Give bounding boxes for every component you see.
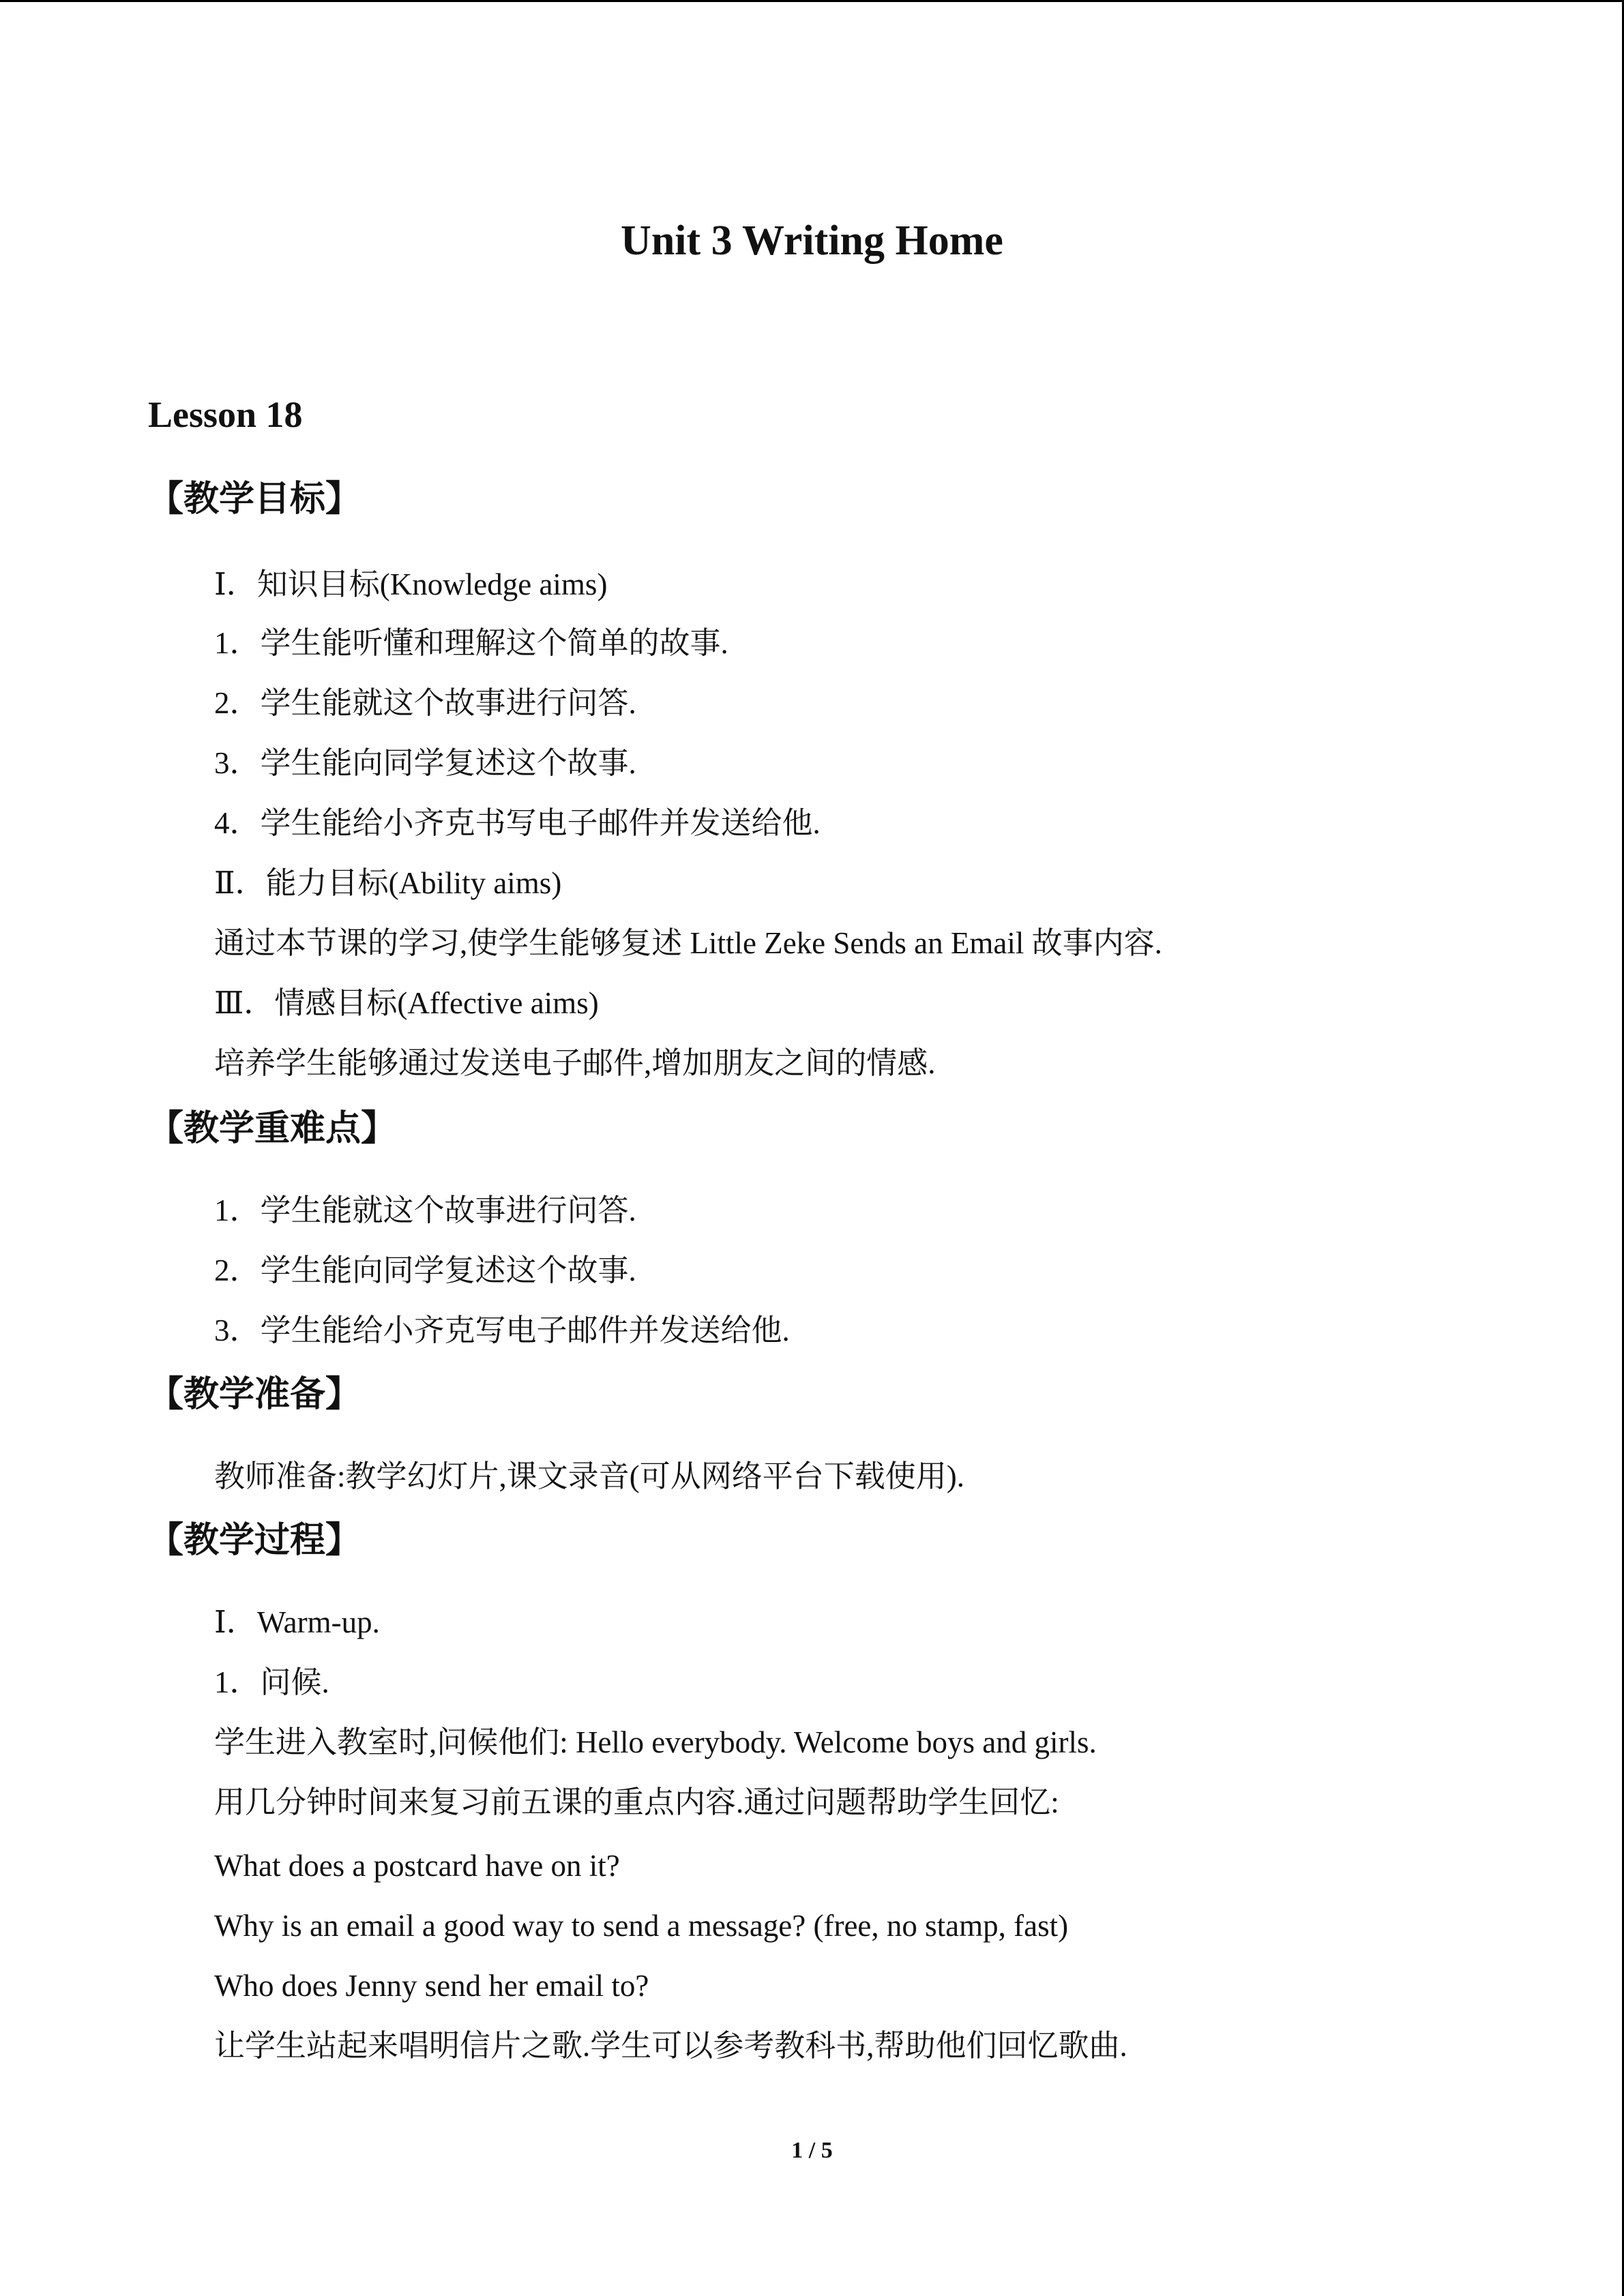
process-line: 让学生站起来唱明信片之歌.学生可以参考教科书,帮助他们回忆歌曲. <box>214 2029 1127 2063</box>
aims-line: 2．学生能就这个故事进行问答. <box>214 686 636 720</box>
key-point-line: 2．学生能向同学复述这个故事. <box>214 1253 636 1287</box>
aims-line: Ⅱ．能力目标(Ability aims) <box>214 866 562 900</box>
heading-process: 【教学过程】 <box>148 1521 361 1560</box>
aims-line: 通过本节课的学习,使学生能够复述 Little Zeke Sends an Email 故事内容. <box>214 926 1162 960</box>
key-point-line: 1．学生能就这个故事进行问答. <box>214 1193 636 1227</box>
heading-preparation: 【教学准备】 <box>148 1375 361 1414</box>
process-line: 学生进入教室时,问候他们: Hello everybody. Welcome boys and girls. <box>214 1725 1097 1759</box>
aims-line: 4．学生能给小齐克书写电子邮件并发送给他. <box>214 806 821 840</box>
process-line: What does a postcard have on it? <box>214 1849 620 1883</box>
lesson-label: Lesson 18 <box>148 394 303 435</box>
process-line: Ⅰ．Warm-up. <box>214 1605 380 1639</box>
key-point-line: 3．学生能给小齐克写电子邮件并发送给他. <box>214 1313 790 1347</box>
document-title: Unit 3 Writing Home <box>621 218 1003 264</box>
heading-key-points: 【教学重难点】 <box>148 1109 397 1148</box>
aims-line: 1．学生能听懂和理解这个简单的故事. <box>214 626 728 660</box>
aims-line: 3．学生能向同学复述这个故事. <box>214 746 636 780</box>
aims-line: 培养学生能够通过发送电子邮件,增加朋友之间的情感. <box>214 1046 936 1080</box>
process-line: 用几分钟时间来复习前五课的重点内容.通过问题帮助学生回忆: <box>214 1785 1059 1819</box>
aims-line: Ⅲ．情感目标(Affective aims) <box>214 986 599 1020</box>
preparation-line: 教师准备:教学幻灯片,课文录音(可从网络平台下载使用). <box>214 1459 964 1493</box>
heading-aims: 【教学目标】 <box>148 480 361 519</box>
process-line: 1．问候. <box>214 1665 329 1699</box>
process-line: Who does Jenny send her email to? <box>214 1969 649 2003</box>
process-line: Why is an email a good way to send a message? (free, no stamp, fast) <box>214 1909 1069 1943</box>
aims-line: Ⅰ．知识目标(Knowledge aims) <box>214 567 608 601</box>
page-number: 1 / 5 <box>791 2138 833 2163</box>
